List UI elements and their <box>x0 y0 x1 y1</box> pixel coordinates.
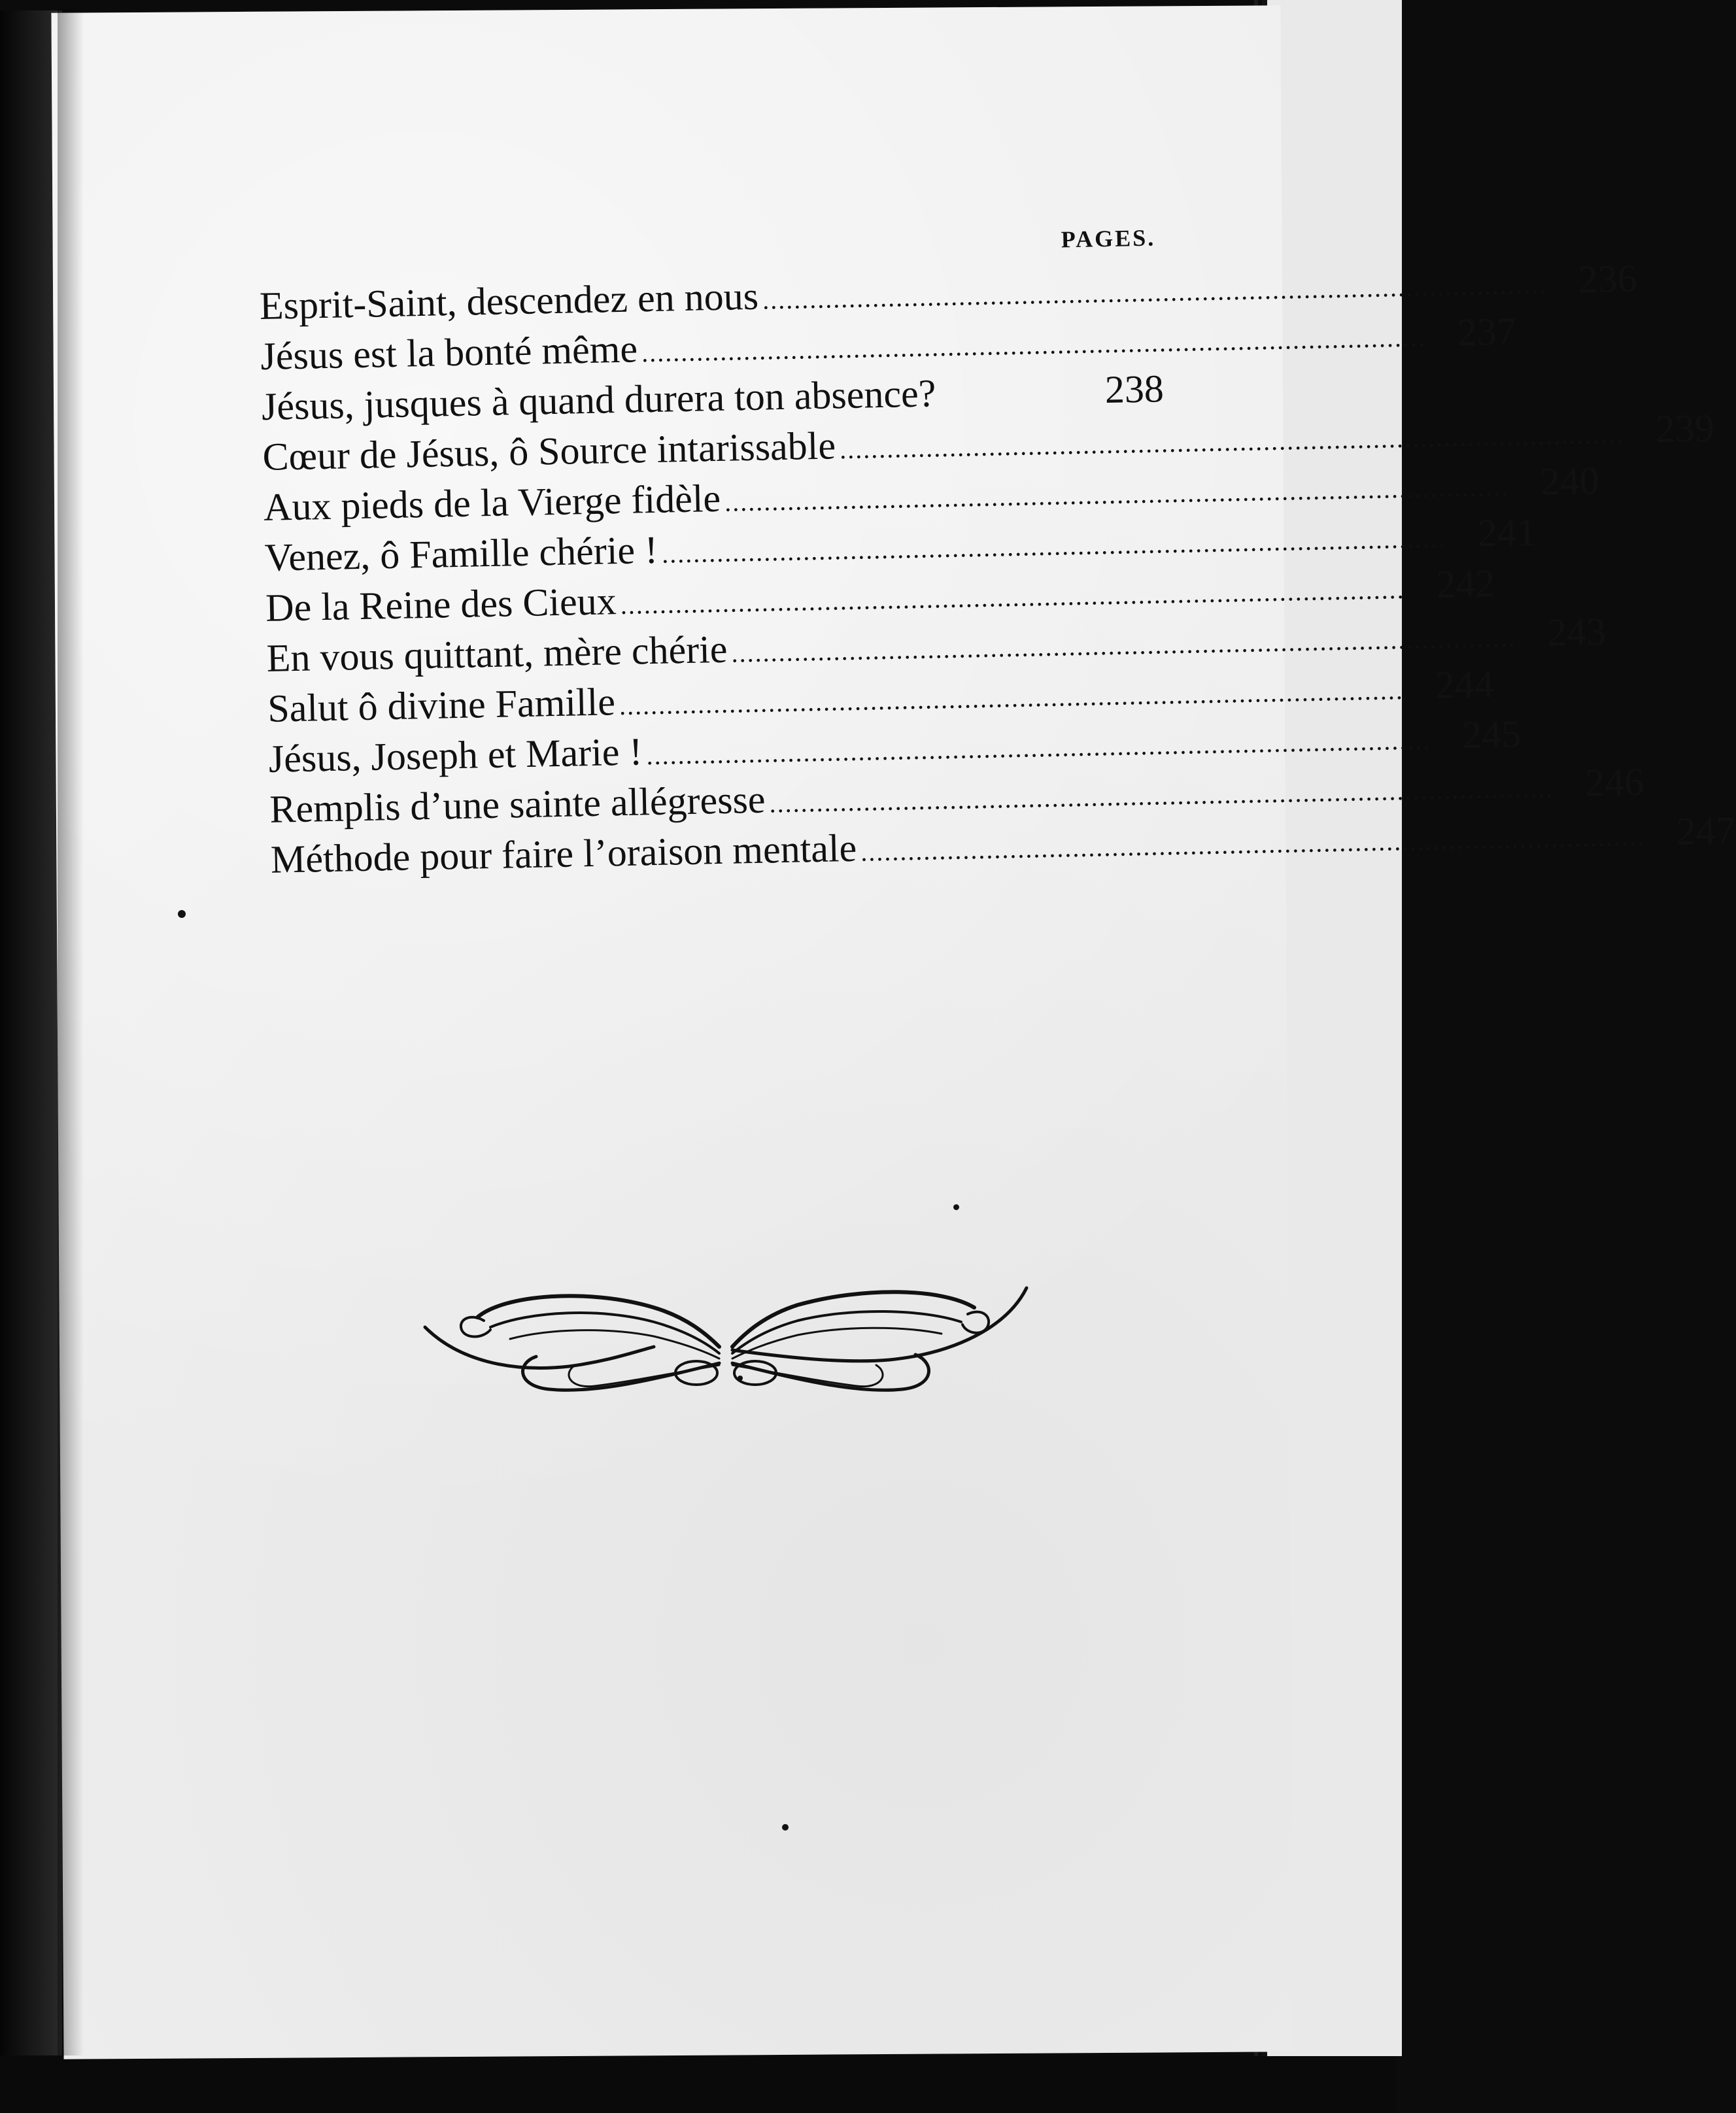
table-of-contents <box>258 224 1736 885</box>
pages-header: PAGES. <box>1061 224 1156 253</box>
toc-entry-title: Venez, ô Famille chérie ! <box>264 528 658 579</box>
page-shadow <box>58 9 84 2055</box>
toc-entry-page: 246 <box>1584 760 1644 805</box>
toc-entry-page: 240 <box>1540 458 1600 503</box>
dot-leader: .................................................................................................... <box>641 322 1427 368</box>
toc-entry-page: 238 <box>1104 367 1165 412</box>
toc-entry-title: Cœur de Jésus, ô Source intarissable <box>262 424 836 479</box>
toc-entry-page: 243 <box>1546 609 1607 654</box>
dot-leader: .................................................................................................... <box>769 773 1554 819</box>
dot-leader: .................................................................................................... <box>724 471 1510 517</box>
ink-speck <box>178 910 186 918</box>
toc-entry-title: Jésus, jusques à quand durera ton absence? <box>261 371 936 428</box>
dot-leader: .................................................................................................... <box>661 523 1447 569</box>
toc-entry-page: 247 <box>1676 808 1736 853</box>
toc-entry-page: 244 <box>1434 662 1495 707</box>
toc-entry-title: Aux pieds de la Vierge fidèle <box>263 476 721 529</box>
toc-entry-page: 236 <box>1578 256 1638 301</box>
dot-leader <box>940 403 1074 406</box>
dot-leader: .................................................................................................... <box>619 675 1404 721</box>
toc-entry-title: Remplis d’une sainte allégresse <box>269 777 766 831</box>
toc-entry-page: 242 <box>1435 562 1496 606</box>
toc-entry-title: Jésus est la bonté même <box>260 327 638 378</box>
scan-bottom-edge <box>0 2055 1397 2113</box>
ink-speck <box>953 1204 959 1210</box>
toc-entry-title: Esprit-Saint, descendez en nous <box>259 274 759 328</box>
dot-leader: .................................................................................................... <box>731 622 1516 668</box>
toc-entry-title: Salut ô divine Famille <box>267 680 616 730</box>
dot-leader: .................................................................................................... <box>860 821 1646 867</box>
toc-entry-page: 239 <box>1655 406 1715 451</box>
ink-speck <box>738 1376 743 1381</box>
dot-leader: .................................................................................................... <box>620 574 1405 620</box>
dot-leader: .................................................................................................... <box>839 419 1625 465</box>
dot-leader: .................................................................................................... <box>762 269 1548 315</box>
ink-speck <box>782 1824 789 1831</box>
toc-entry-title: Méthode pour faire l’oraison mentale <box>270 826 857 881</box>
toc-entry-title: De la Reine des Cieux <box>265 579 617 630</box>
toc-entry-page: 241 <box>1477 510 1537 555</box>
flourish-ornament-icon <box>418 1281 1033 1412</box>
dot-leader: .................................................................................................... <box>646 725 1431 771</box>
toc-entry-title: En vous quittant, mère chérie <box>266 627 728 680</box>
toc-entry-title: Jésus, Joseph et Marie ! <box>268 730 643 781</box>
toc-entry-page: 237 <box>1457 309 1517 354</box>
toc-entry-page: 245 <box>1461 712 1522 757</box>
